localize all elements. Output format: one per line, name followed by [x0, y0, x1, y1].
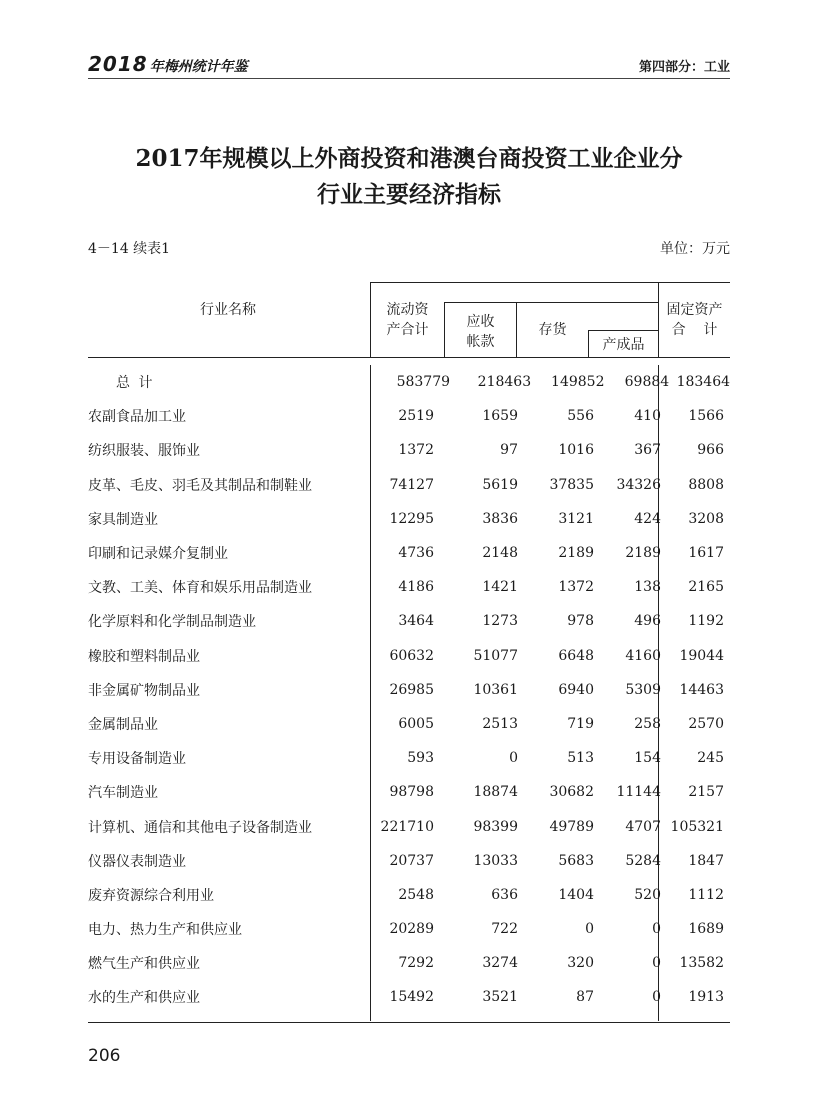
cell-inventory: 1404 — [558, 886, 594, 903]
cell-fixed-assets: 1689 — [688, 921, 724, 938]
cell-current-assets: 12295 — [389, 510, 434, 527]
cell-fixed-assets: 14463 — [679, 681, 724, 698]
yearbook-brand — [88, 52, 248, 76]
cell-inventory: 556 — [567, 408, 594, 425]
cell-current-assets: 583779 — [396, 374, 451, 391]
cell-finished-goods: 11144 — [616, 784, 661, 801]
cell-finished-goods: 0 — [652, 989, 661, 1006]
cell-industry-name: 橡胶和塑料制品业 — [88, 648, 200, 665]
yearbook-title: 年梅州统计年鉴 — [149, 59, 248, 75]
cell-fixed-assets: 183464 — [676, 374, 731, 391]
cell-receivables: 722 — [491, 921, 518, 938]
section-label: 第四部分：工业 — [638, 60, 730, 75]
cell-current-assets: 2548 — [398, 886, 434, 903]
cell-fixed-assets: 2570 — [688, 715, 724, 732]
cell-finished-goods: 154 — [634, 750, 661, 767]
cell-fixed-assets: 1112 — [688, 886, 724, 903]
table-row — [88, 980, 730, 1014]
cell-fixed-assets: 2165 — [688, 579, 724, 596]
cell-receivables: 3521 — [482, 989, 518, 1006]
cell-finished-goods: 0 — [652, 921, 661, 938]
cell-industry-name: 文教、工美、体育和娱乐用品制造业 — [88, 580, 312, 597]
yearbook-year: 2018 — [88, 52, 148, 76]
cell-industry-name: 仪器仪表制造业 — [88, 853, 186, 870]
cell-fixed-assets: 1847 — [688, 852, 724, 869]
table-row — [88, 707, 730, 741]
header-rule — [88, 78, 730, 79]
cell-current-assets: 7292 — [398, 955, 434, 972]
cell-inventory: 1016 — [558, 442, 594, 459]
table-row — [88, 844, 730, 878]
cell-receivables: 1273 — [482, 613, 518, 630]
table-row — [88, 639, 730, 673]
cell-current-assets: 4736 — [398, 545, 434, 562]
table-row — [88, 604, 730, 638]
header-receivables-1: 应收 — [466, 314, 495, 330]
cell-finished-goods: 5284 — [625, 852, 661, 869]
cell-inventory: 37835 — [549, 476, 594, 493]
cell-current-assets: 15492 — [389, 989, 434, 1006]
cell-industry-name: 废弃资源综合利用业 — [88, 887, 214, 904]
cell-fixed-assets: 13582 — [679, 955, 724, 972]
cell-finished-goods: 5309 — [625, 681, 661, 698]
cell-inventory: 6940 — [558, 681, 594, 698]
cell-receivables: 98399 — [473, 818, 518, 835]
cell-fixed-assets: 3208 — [688, 510, 724, 527]
table-row — [88, 536, 730, 570]
cell-inventory: 6648 — [558, 647, 594, 664]
cell-current-assets: 26985 — [389, 681, 434, 698]
table-row — [88, 399, 730, 433]
table-header — [88, 282, 730, 358]
cell-receivables: 636 — [491, 886, 518, 903]
cell-industry-name: 农副食品加工业 — [88, 409, 186, 426]
cell-finished-goods: 4160 — [625, 647, 661, 664]
cell-current-assets: 593 — [407, 750, 434, 767]
cell-fixed-assets: 1617 — [688, 545, 724, 562]
cell-finished-goods: 520 — [634, 886, 661, 903]
cell-industry-name: 皮革、毛皮、羽毛及其制品和制鞋业 — [88, 477, 312, 494]
cell-finished-goods: 258 — [634, 715, 661, 732]
cell-current-assets: 3464 — [398, 613, 434, 630]
page-number: 206 — [88, 1046, 121, 1066]
header-inventory: 存货 — [538, 322, 567, 338]
cell-fixed-assets: 1192 — [688, 613, 724, 630]
header-current-assets-2: 产合计 — [386, 322, 429, 338]
header-current-assets-1: 流动资 — [386, 302, 429, 318]
cell-inventory: 3121 — [558, 510, 594, 527]
table-number: 4－14 续表1 — [88, 241, 171, 257]
cell-inventory: 513 — [567, 750, 594, 767]
cell-industry-name: 化学原料和化学制品制造业 — [88, 614, 256, 631]
cell-fixed-assets: 105321 — [670, 818, 724, 835]
table-row — [88, 775, 730, 809]
cell-inventory: 30682 — [549, 784, 594, 801]
cell-inventory: 320 — [567, 955, 594, 972]
cell-finished-goods: 496 — [634, 613, 661, 630]
cell-current-assets: 60632 — [389, 647, 434, 664]
header-bottom-rule — [88, 357, 730, 358]
cell-fixed-assets: 245 — [697, 750, 724, 767]
cell-receivables: 3274 — [482, 955, 518, 972]
cell-industry-name: 家具制造业 — [88, 511, 158, 528]
cell-industry-name: 水的生产和供应业 — [88, 990, 200, 1007]
unit-label: 单位：万元 — [660, 241, 730, 257]
cell-receivables: 51077 — [473, 647, 518, 664]
cell-receivables: 1659 — [482, 408, 518, 425]
cell-current-assets: 4186 — [398, 579, 434, 596]
cell-industry-name: 印刷和记录媒介复制业 — [88, 546, 228, 563]
cell-finished-goods: 34326 — [616, 476, 661, 493]
cell-receivables: 2513 — [482, 715, 518, 732]
cell-finished-goods: 410 — [634, 408, 661, 425]
cell-receivables: 2148 — [482, 545, 518, 562]
cell-industry-name: 金属制品业 — [88, 716, 158, 733]
cell-current-assets: 221710 — [380, 818, 434, 835]
cell-fixed-assets: 8808 — [688, 476, 724, 493]
table-row — [88, 946, 730, 980]
table-row — [88, 570, 730, 604]
table-row — [88, 741, 730, 775]
cell-current-assets: 20289 — [389, 921, 434, 938]
cell-receivables: 1421 — [482, 579, 518, 596]
subheader-rule — [444, 302, 658, 303]
table-row — [88, 468, 730, 502]
header-fixed-assets-1: 固定资产 — [666, 302, 723, 318]
cell-inventory: 2189 — [558, 545, 594, 562]
cell-industry-name: 汽车制造业 — [88, 785, 158, 802]
cell-finished-goods: 0 — [652, 955, 661, 972]
cell-fixed-assets: 2157 — [688, 784, 724, 801]
table-row — [88, 809, 730, 843]
cell-finished-goods: 4707 — [625, 818, 661, 835]
finished-goods-rule — [588, 330, 658, 331]
page-title-line1: 2017年规模以上外商投资和港澳台商投资工业企业分 — [135, 145, 683, 172]
cell-inventory: 49789 — [549, 818, 594, 835]
cell-inventory: 149852 — [551, 374, 605, 391]
cell-receivables: 13033 — [473, 852, 518, 869]
table-row — [88, 433, 730, 467]
cell-current-assets: 98798 — [389, 784, 434, 801]
table-body — [88, 365, 730, 1015]
cell-fixed-assets: 1913 — [688, 989, 724, 1006]
table-row-total — [88, 365, 730, 399]
table-row — [88, 673, 730, 707]
header-industry: 行业名称 — [200, 302, 256, 318]
cell-fixed-assets: 19044 — [679, 647, 724, 664]
cell-industry-name: 计算机、通信和其他电子设备制造业 — [88, 819, 312, 836]
cell-receivables: 0 — [509, 750, 518, 767]
cell-industry-name: 电力、热力生产和供应业 — [88, 922, 242, 939]
cell-receivables: 10361 — [473, 681, 518, 698]
cell-fixed-assets: 966 — [697, 442, 724, 459]
table-row — [88, 878, 730, 912]
cell-finished-goods: 138 — [634, 579, 661, 596]
cell-industry-name: 纺织服装、服饰业 — [88, 443, 200, 460]
cell-receivables: 218463 — [477, 374, 532, 391]
cell-inventory: 978 — [567, 613, 594, 630]
cell-industry-name: 专用设备制造业 — [88, 751, 186, 768]
cell-inventory: 1372 — [558, 579, 594, 596]
cell-receivables: 5619 — [482, 476, 518, 493]
cell-industry-name: 非金属矿物制品业 — [88, 682, 200, 699]
cell-industry-name: 总 计 — [116, 375, 155, 392]
page-title-line2: 行业主要经济指标 — [317, 181, 501, 208]
cell-current-assets: 1372 — [398, 442, 434, 459]
cell-inventory: 719 — [567, 715, 594, 732]
cell-finished-goods: 69884 — [624, 374, 670, 391]
header-finished-goods: 产成品 — [602, 337, 645, 353]
cell-inventory: 87 — [576, 989, 594, 1006]
cell-receivables: 97 — [500, 442, 518, 459]
cell-receivables: 18874 — [473, 784, 518, 801]
running-header — [88, 52, 730, 78]
header-top-rule — [370, 282, 730, 283]
cell-finished-goods: 2189 — [625, 545, 661, 562]
cell-fixed-assets: 1566 — [688, 408, 724, 425]
header-receivables-2: 帐款 — [466, 334, 495, 350]
cell-current-assets: 2519 — [398, 408, 434, 425]
table-row — [88, 502, 730, 536]
cell-current-assets: 20737 — [389, 852, 434, 869]
header-fixed-assets-2: 合 计 — [671, 322, 718, 338]
cell-current-assets: 6005 — [398, 715, 434, 732]
cell-current-assets: 74127 — [389, 476, 434, 493]
cell-industry-name: 燃气生产和供应业 — [88, 956, 200, 973]
cell-finished-goods: 424 — [634, 510, 661, 527]
table-row — [88, 912, 730, 946]
table-bottom-rule — [88, 1022, 730, 1023]
cell-inventory: 5683 — [558, 852, 594, 869]
cell-receivables: 3836 — [482, 510, 518, 527]
cell-inventory: 0 — [585, 921, 594, 938]
cell-finished-goods: 367 — [634, 442, 661, 459]
